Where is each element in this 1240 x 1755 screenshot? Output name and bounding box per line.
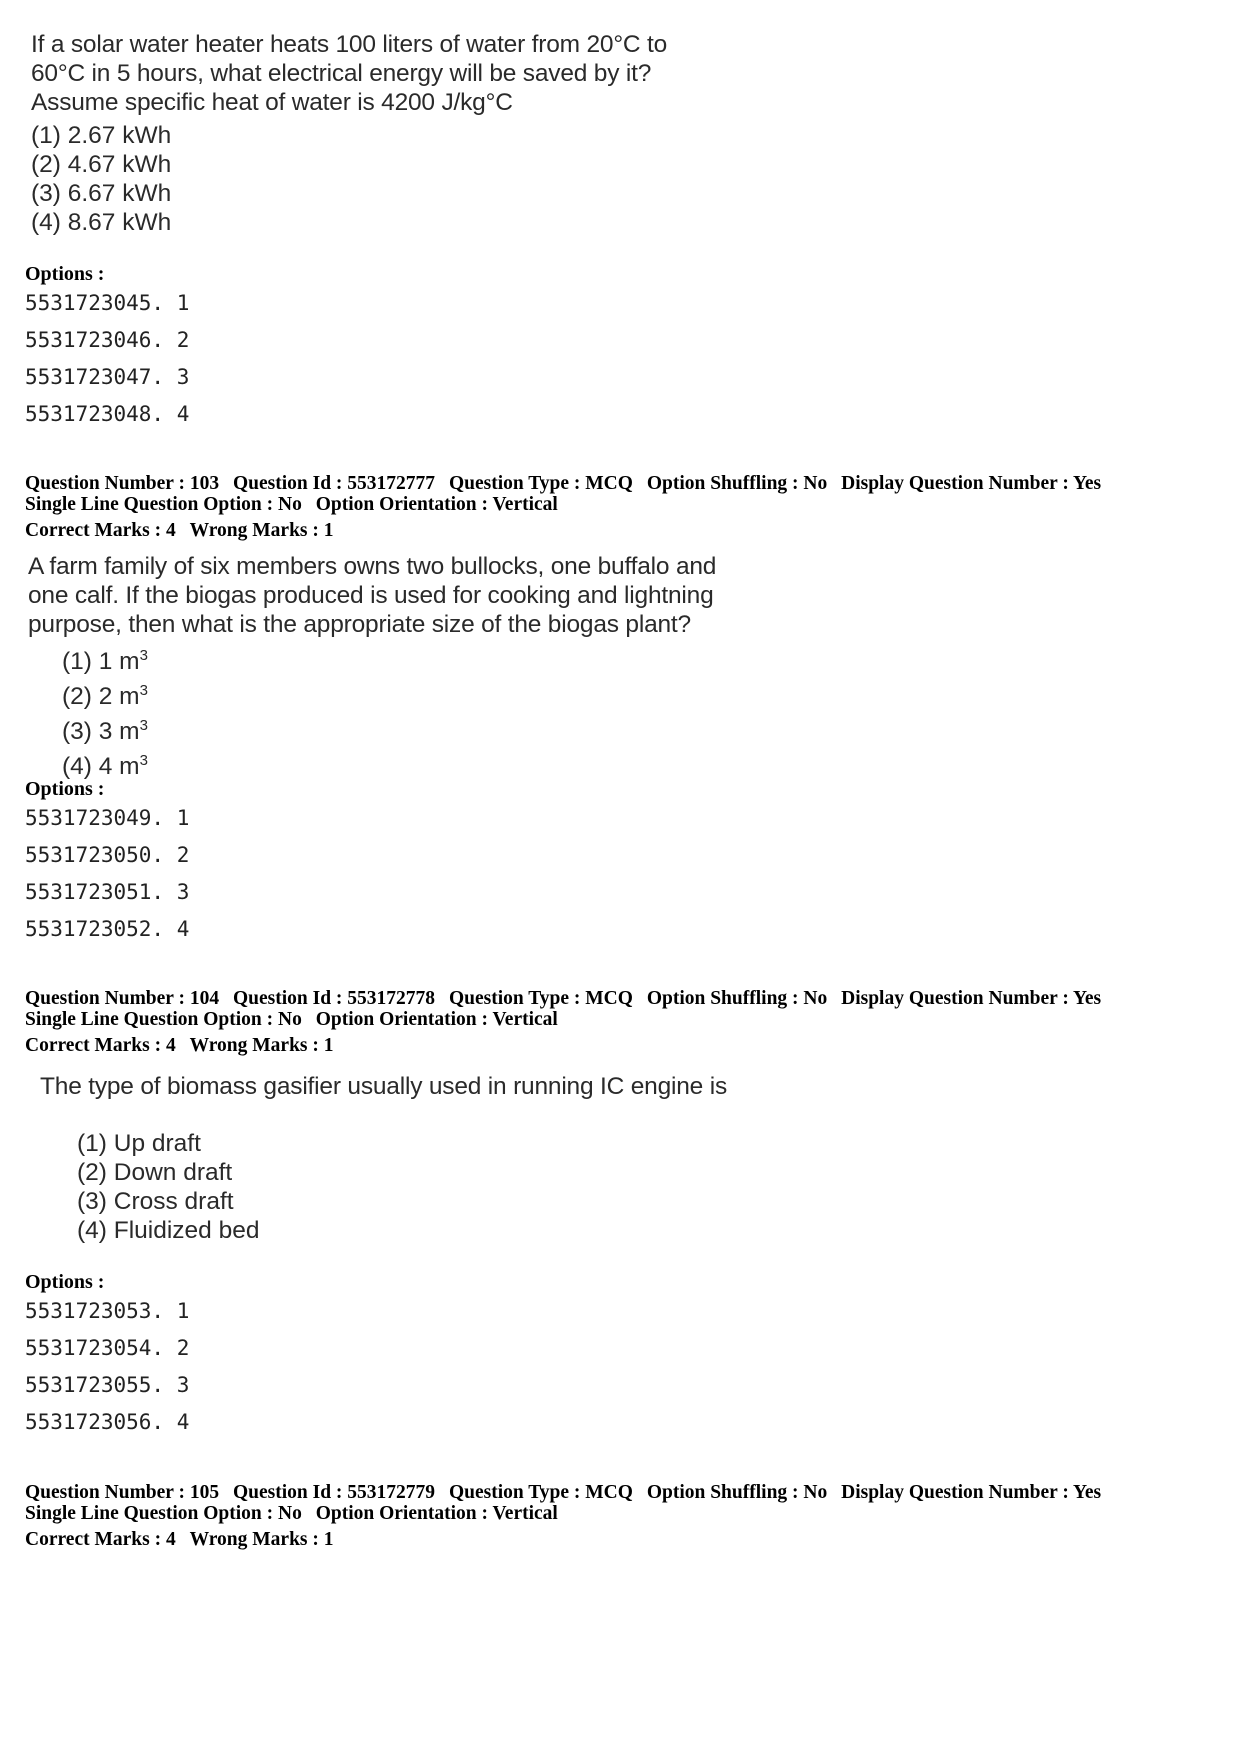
choice-item: (3) 3 $m^3$ xyxy=(62,717,148,746)
choice-item: (1) 2.67 kWh xyxy=(31,122,172,149)
question-text-line: one calf. If the biogas produced is used for cooking and lightning xyxy=(28,582,714,609)
option-code: 5531723049. 1 xyxy=(25,806,190,830)
question-number: Question Number : 105 xyxy=(25,1482,220,1503)
question-103-body xyxy=(28,552,716,782)
option-shuffling: Option Shuffling : No xyxy=(646,1482,828,1503)
option-code-list xyxy=(25,1299,189,1447)
question-text-line: A farm family of six members owns two bullocks, one buffalo and xyxy=(28,553,717,580)
question-number: Question Number : 103 xyxy=(25,473,220,494)
display-question-number: Display Question Number : Yes xyxy=(841,473,1102,494)
option-code: 5531723047. 3 xyxy=(25,365,190,389)
option-code: 5531723054. 2 xyxy=(25,1336,190,1360)
option-orientation: Option Orientation : Vertical xyxy=(315,1009,558,1030)
option-code-list xyxy=(25,291,189,439)
question-type: Question Type : MCQ xyxy=(448,988,633,1009)
question-text-line: 60°C in 5 hours, what electrical energy will be saved by it? xyxy=(31,60,652,87)
wrong-marks: Wrong Marks : 1 xyxy=(189,1035,334,1056)
option-code: 5531723046. 2 xyxy=(25,328,190,352)
question-104-body xyxy=(40,1072,727,1245)
choice-item: (3) Cross draft xyxy=(77,1188,234,1215)
display-question-number: Display Question Number : Yes xyxy=(841,988,1102,1009)
option-code: 5531723055. 3 xyxy=(25,1373,190,1397)
choice-item: (2) 4.67 kWh xyxy=(31,151,172,178)
question-id: Question Id : 553172778 xyxy=(232,988,436,1009)
correct-marks: Correct Marks : 4 xyxy=(25,1529,176,1550)
question-number: Question Number : 104 xyxy=(25,988,220,1009)
question-102-body xyxy=(31,30,667,237)
single-line-option: Single Line Question Option : No xyxy=(25,1503,302,1524)
choice-item: (4) Fluidized bed xyxy=(77,1217,260,1244)
option-code: 5531723045. 1 xyxy=(25,291,190,315)
question-text-line: The type of biomass gasifier usually used in running IC engine is xyxy=(40,1073,727,1100)
option-code: 5531723056. 4 xyxy=(25,1410,190,1434)
choice-item: (3) 6.67 kWh xyxy=(31,180,172,207)
question-id: Question Id : 553172779 xyxy=(232,1482,436,1503)
single-line-option: Single Line Question Option : No xyxy=(25,1009,302,1030)
choice-item: (4) 4 $m^3$ xyxy=(62,752,148,781)
question-text-line: Assume specific heat of water is 4200 J/kg°C xyxy=(31,89,513,116)
options-label: Options : xyxy=(25,778,105,800)
option-code: 5531723053. 1 xyxy=(25,1299,190,1323)
single-line-option: Single Line Question Option : No xyxy=(25,494,302,515)
question-104-meta xyxy=(25,988,1101,1056)
display-question-number: Display Question Number : Yes xyxy=(841,1482,1102,1503)
option-code: 5531723051. 3 xyxy=(25,880,190,904)
question-text-line: purpose, then what is the appropriate size of the biogas plant? xyxy=(28,611,691,638)
correct-marks: Correct Marks : 4 xyxy=(25,520,176,541)
question-id: Question Id : 553172777 xyxy=(232,473,436,494)
options-label: Options : xyxy=(25,263,105,285)
option-shuffling: Option Shuffling : No xyxy=(646,988,828,1009)
question-text-line: If a solar water heater heats 100 liters of water from 20°C to xyxy=(31,31,668,58)
option-code: 5531723048. 4 xyxy=(25,402,190,426)
option-code: 5531723052. 4 xyxy=(25,917,190,941)
question-105-meta xyxy=(25,1482,1101,1550)
option-code-list xyxy=(25,806,189,954)
choice-item: (1) 1 $m^3$ xyxy=(62,647,148,676)
option-shuffling: Option Shuffling : No xyxy=(646,473,828,494)
correct-marks: Correct Marks : 4 xyxy=(25,1035,176,1056)
wrong-marks: Wrong Marks : 1 xyxy=(189,1529,334,1550)
question-type: Question Type : MCQ xyxy=(448,473,633,494)
choice-item: (1) Up draft xyxy=(77,1130,201,1157)
question-103-meta xyxy=(25,473,1101,541)
options-label: Options : xyxy=(25,1271,105,1293)
option-orientation: Option Orientation : Vertical xyxy=(315,1503,558,1524)
choice-item: (2) Down draft xyxy=(77,1159,233,1186)
option-code: 5531723050. 2 xyxy=(25,843,190,867)
wrong-marks: Wrong Marks : 1 xyxy=(189,520,334,541)
question-type: Question Type : MCQ xyxy=(448,1482,633,1503)
choice-item: (2) 2 $m^3$ xyxy=(62,682,148,711)
choice-item: (4) 8.67 kWh xyxy=(31,209,172,236)
option-orientation: Option Orientation : Vertical xyxy=(315,494,558,515)
